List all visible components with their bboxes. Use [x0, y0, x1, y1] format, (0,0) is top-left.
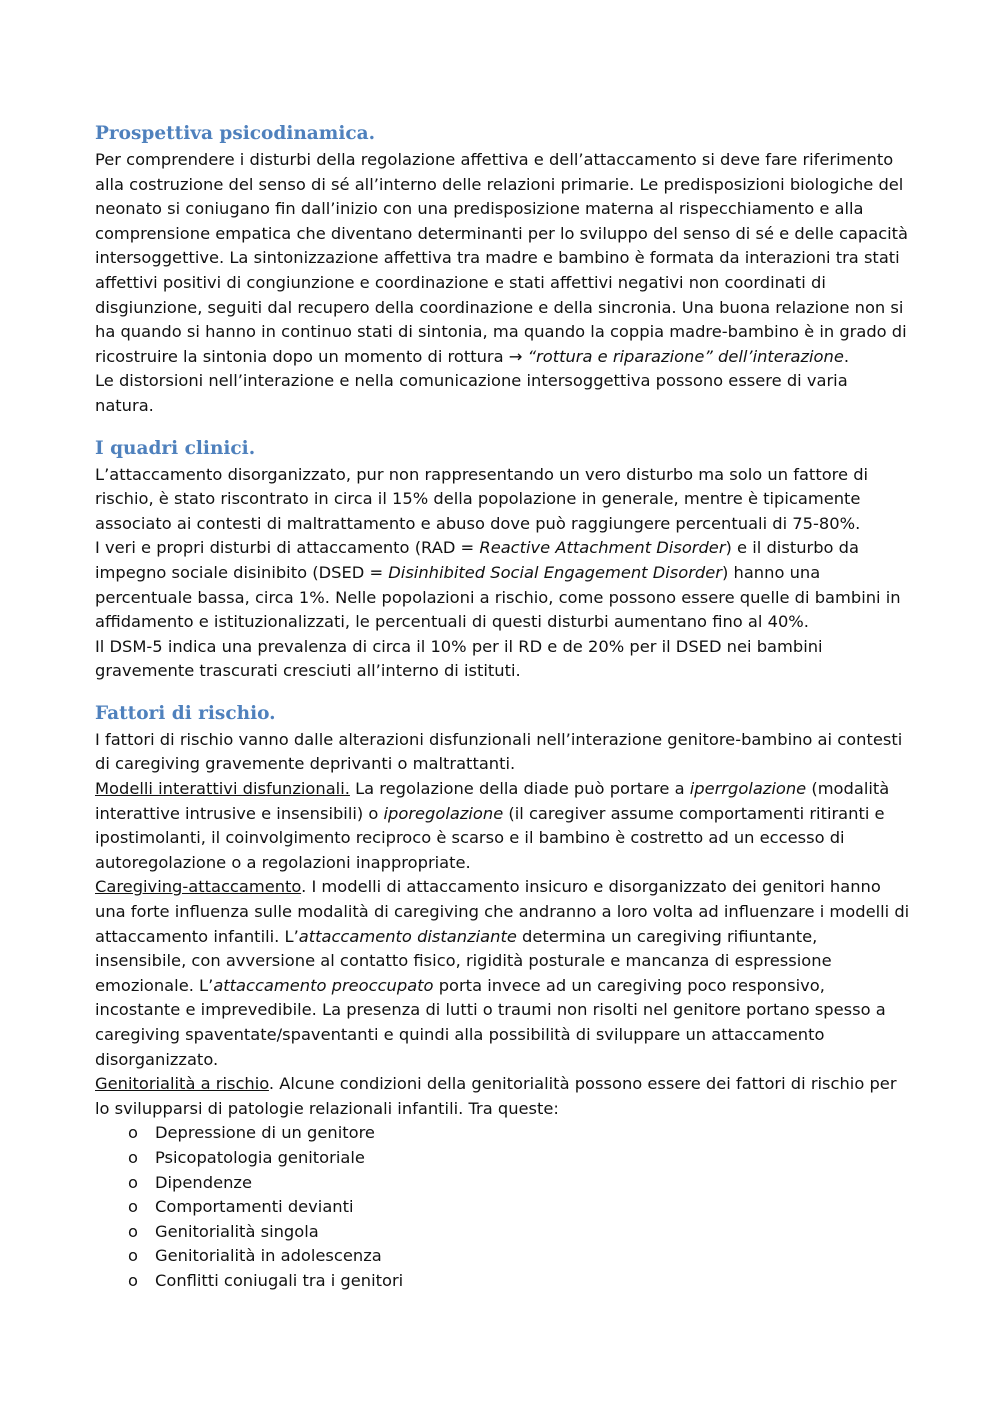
- paragraph: [95, 777, 910, 875]
- italic-text-run: iporegolazione: [383, 803, 504, 823]
- list-item: [95, 1269, 910, 1294]
- risk-factor-list: [95, 1121, 910, 1293]
- italic-text-run: iperrgolazione: [689, 779, 807, 799]
- section-heading: Prospettiva psicodinamica.: [95, 123, 376, 144]
- section-quadri-clinici: [95, 433, 910, 684]
- list-item-text: Genitorialità singola: [155, 1221, 319, 1241]
- bullet-marker: o: [128, 1246, 138, 1266]
- bullet-marker: o: [128, 1147, 138, 1167]
- italic-text-run: “rottura e riparazione” dell’interazione: [527, 346, 844, 366]
- text-run: La regolazione della diade può portare a: [349, 779, 690, 799]
- paragraph: [95, 635, 910, 684]
- bullet-marker: o: [128, 1123, 138, 1143]
- text-run: Per comprendere i disturbi della regolazione affettiva e dell’attaccamento si deve fare riferimento alla costruzione del senso di sé all’interno delle relazioni primarie. Le predisposizioni biologiche del neonato si coniugano fin dall’inizio con una predisposizione materna al rispecchiamento e alla comprensione empatica che diventano determinanti per lo sviluppo del senso di sé e delle capacità intersoggettive. La sintonizzazione affettiva tra madre e bambino è formata da interazioni tra stati affettivi positivi di congiunzione e coordinazione e stati affettivi negativi non coordinati di disgiunzione, seguiti dal recupero della coordinazione e della sincronia. Una buona relazione non si ha quando si hanno in continuo stati di sintonia, ma quando la coppia madre-bambino è in grado di ricostruire la sintonia dopo un momento di rottura →: [95, 150, 909, 366]
- paragraph: [95, 728, 910, 777]
- list-item-text: Comportamenti devianti: [155, 1197, 354, 1217]
- text-run: Il DSM-5 indica una prevalenza di circa il 10% per il RD e de 20% per il DSED nei bambini gravemente trascurati cresciuti all’interno di istituti.: [95, 636, 823, 681]
- paragraph: [95, 1072, 910, 1121]
- text-run: porta invece ad un caregiving poco responsivo, incostante e imprevedibile. La presenza di lutti o traumi non risolti nel genitore portano spesso a caregiving spaventate/spaventanti e quindi alla possibilità di sviluppare un attaccamento disorganizzato.: [95, 975, 886, 1069]
- list-item: [95, 1121, 910, 1146]
- text-run: (il caregiver assume comportamenti ritiranti e ipostimolanti, il coinvolgimento reciproco è scarso e il bambino è costretto ad un eccesso di autoregolazione o a regolazioni inappropriate.: [95, 803, 885, 872]
- paragraph: [95, 536, 910, 634]
- text-run: L’attaccamento disorganizzato, pur non rappresentando un vero disturbo ma solo un fattore di rischio, è stato riscontrato in circa il 15% della popolazione in generale, mentre è tipicamente associato ai contesti di maltrattamento e abuso dove può raggiungere percentuali di 75-80%.: [95, 464, 869, 533]
- paragraph: [95, 875, 910, 1072]
- list-item-text: Psicopatologia genitoriale: [155, 1147, 365, 1167]
- text-run: (modalità interattive intrusive e insensibili) o: [95, 779, 890, 823]
- underlined-subheading: Genitorialità a rischio: [95, 1074, 269, 1094]
- list-item-text: Conflitti coniugali tra i genitori: [155, 1270, 404, 1290]
- italic-text-run: attaccamento distanziante: [298, 926, 517, 946]
- list-item-text: Dipendenze: [155, 1172, 252, 1192]
- bullet-marker: o: [128, 1197, 138, 1217]
- text-run: .: [843, 346, 850, 366]
- document-page: [95, 118, 910, 1308]
- bullet-marker: o: [128, 1172, 138, 1192]
- list-item: [95, 1195, 910, 1220]
- text-run: determina un caregiving rifiuntante, insensibile, con avversione al contatto fisico, rigidità posturale e mancanza di espressione emozionale. L’: [95, 926, 832, 995]
- bullet-marker: o: [128, 1270, 138, 1290]
- text-run: ) e il disturbo da impegno sociale disinibito (DSED =: [95, 538, 859, 582]
- list-item-text: Genitorialità in adolescenza: [155, 1246, 382, 1266]
- list-item: [95, 1220, 910, 1245]
- text-run: I veri e propri disturbi di attaccamento (RAD =: [95, 538, 480, 558]
- section-fattori-di-rischio: [95, 698, 910, 1294]
- section-heading: I quadri clinici.: [95, 437, 256, 459]
- italic-text-run: attaccamento preoccupato: [213, 975, 434, 995]
- text-run: ) hanno una percentuale bassa, circa 1%. Nelle popolazioni a rischio, come possono essere quelle di bambini in affidamento e istituzionalizzati, le percentuali di questi disturbi aumentano fino al 40%.: [95, 562, 901, 632]
- bullet-marker: o: [128, 1221, 138, 1241]
- italic-text-run: Disinhibited Social Engagement Disorder: [388, 562, 722, 582]
- underlined-subheading: Caregiving-attaccamento: [95, 877, 302, 897]
- paragraph: [95, 463, 910, 537]
- text-run: Le distorsioni nell’interazione e nella comunicazione intersoggettiva possono essere di varia natura.: [95, 371, 848, 415]
- list-item-text: Depressione di un genitore: [155, 1123, 375, 1143]
- list-item: [95, 1171, 910, 1196]
- paragraph: [95, 148, 910, 369]
- text-run: I fattori di rischio vanno dalle alterazioni disfunzionali nell’interazione genitore-bambino ai contesti di caregiving gravemente deprivanti o maltrattanti.: [95, 729, 903, 774]
- section-heading: Fattori di rischio.: [95, 702, 276, 724]
- list-item: [95, 1244, 910, 1269]
- underlined-subheading: Modelli interattivi disfunzionali.: [95, 779, 350, 799]
- list-item: [95, 1146, 910, 1171]
- text-run: . Alcune condizioni della genitorialità possono essere dei fattori di rischio per lo svilupparsi di patologie relazionali infantili. Tra queste:: [95, 1074, 897, 1118]
- section-prospettiva-psicodinamica: [95, 118, 910, 419]
- italic-text-run: Reactive Attachment Disorder: [479, 538, 726, 558]
- text-run: . I modelli di attaccamento insicuro e disorganizzato dei genitori hanno una forte influenza sulle modalità di caregiving che andranno a loro volta ad influenzare i modelli di attaccamento infantili. L’: [95, 877, 910, 946]
- paragraph: [95, 369, 910, 418]
